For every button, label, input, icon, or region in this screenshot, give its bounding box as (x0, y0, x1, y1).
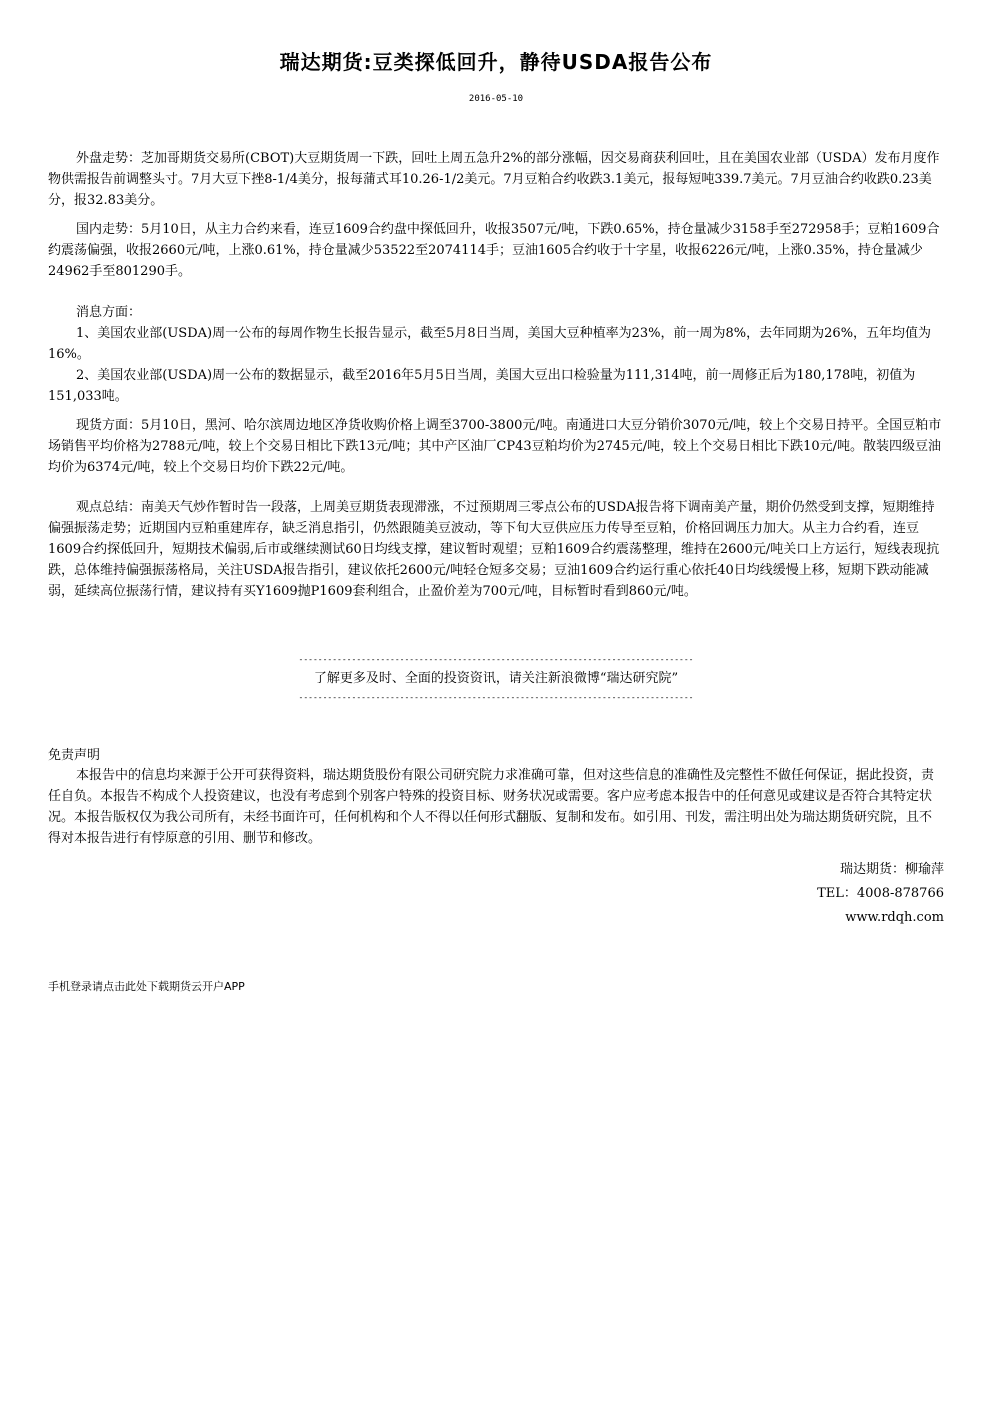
telephone: TEL：4008-878766 (817, 886, 944, 901)
weibo-promo-text: 了解更多及时、全面的投资资讯，请关注新浪微博“瑞达研究院” (313, 671, 679, 686)
website-link[interactable]: www.rdqh.com (845, 910, 944, 925)
domestic-market-paragraph: 国内走势：5月10日，从主力合约来看，连豆1609合约盘中探低回升，收报3507元/吨，下跌0.65%，持仓量减少3158手至272958手；豆粕1609合约震荡偏强，收报2660元/吨，上涨0.61%，持仓量减少53522至2074114手；豆油1605合约收于十字星，收报6226元/吨，上涨0.35%，持仓量减少24962手至801290手。 (48, 222, 940, 279)
spot-market-paragraph: 现货方面：5月10日，黑河、哈尔滨周边地区净货收购价格上调至3700-3800元/吨。南通进口大豆分销价3070元/吨，较上个交易日持平。全国豆粕市场销售平均价格为2788元/吨，较上个交易日相比下跌13元/吨；其中产区油厂CP43豆粕均价为2745元/吨，较上个交易日相比下跌10元/吨。散装四级豆油均价为6374元/吨，较上个交易日均价下跌22元/吨。 (48, 418, 942, 475)
summary-paragraph: 观点总结：南美天气炒作暂时告一段落，上周美豆期货表现滞涨，不过预期周三零点公布的USDA报告将下调南美产量，期价仍然受到支撑，短期维持偏强振荡走势；近期国内豆粕重建库存，缺乏消息指引，仍然跟随美豆波动，等下旬大豆供应压力传导至豆粕，价格回调压力加大。从主力合约看，连豆1609合约探低回升，短期技术偏弱,后市或继续测试60日均线支撑，建议暂时观望；豆粕1609合约震荡整理，维持在2600元/吨关口上方运行，短线表现抗跌，总体维持偏强振荡格局，关注USDA报告指引，建议依托2600元/吨轻仓短多交易；豆油1609合约运行重心依托40日均线缓慢上移，短期下跌动能减弱，延续高位振荡行情，建议持有买Y1609抛P1609套利组合，止盈价差为700元/吨，目标暂时看到860元/吨。 (48, 500, 940, 599)
publish-date: 2016-05-10 (468, 94, 524, 104)
overseas-market-paragraph: 外盘走势：芝加哥期货交易所(CBOT)大豆期货周一下跌，回吐上周五急升2%的部分涨幅，因交易商获利回吐，且在美国农业部（USDA）发布月度作物供需报告前调整头寸。7月大豆下挫8-1/4美分，报每蒲式耳10.26-1/2美元。7月豆粕合约收跌3.1美元，报每短吨339.7美元。7月豆油合约收跌0.23美分，报32.83美分。 (48, 151, 940, 208)
disclaimer-body: 本报告中的信息均来源于公开可获得资料，瑞达期货股份有限公司研究院力求准确可靠，但对这些信息的准确性及完整性不做任何保证，据此投资，责任自负。本报告不构成个人投资建议，也没有考虑到个别客户特殊的投资目标、财务状况或需要。客户应考虑本报告中的任何意见或建议是否符合其特定状况。本报告版权仅为我公司所有，未经书面许可，任何机构和个人不得以任何形式翻版、复制和发布。如引用、刊发，需注明出处为瑞达期货研究院，且不得对本报告进行有悖原意的引用、删节和修改。 (48, 768, 935, 846)
news-item: 2、美国农业部(USDA)周一公布的数据显示，截至2016年5月5日当周，美国大豆出口检验量为111,314吨，前一周修正后为180,178吨，初值为151,033吨。 (48, 368, 916, 404)
news-item: 1、美国农业部(USDA)周一公布的每周作物生长报告显示，截至5月8日当周，美国大豆种植率为23%，前一周为8%，去年同期为26%，五年均值为16%。 (48, 326, 932, 362)
disclaimer-title: 免责声明 (48, 748, 101, 763)
weibo-banner (272, 650, 720, 707)
news-section-title: 消息方面： (76, 305, 142, 320)
news-section (48, 302, 944, 407)
divider-top: ---------------------------------------------------------------------------------- (298, 655, 694, 664)
author-name: 瑞达期货：柳瑜萍 (839, 862, 944, 877)
app-download-link[interactable]: 手机登录请点击此处下载期货云开户APP (48, 980, 245, 993)
divider-bottom: ---------------------------------------------------------------------------------- (298, 693, 694, 702)
page-title: 瑞达期货:豆类探低回升，静待USDA报告公布 (279, 50, 713, 74)
signature-block (817, 858, 944, 930)
